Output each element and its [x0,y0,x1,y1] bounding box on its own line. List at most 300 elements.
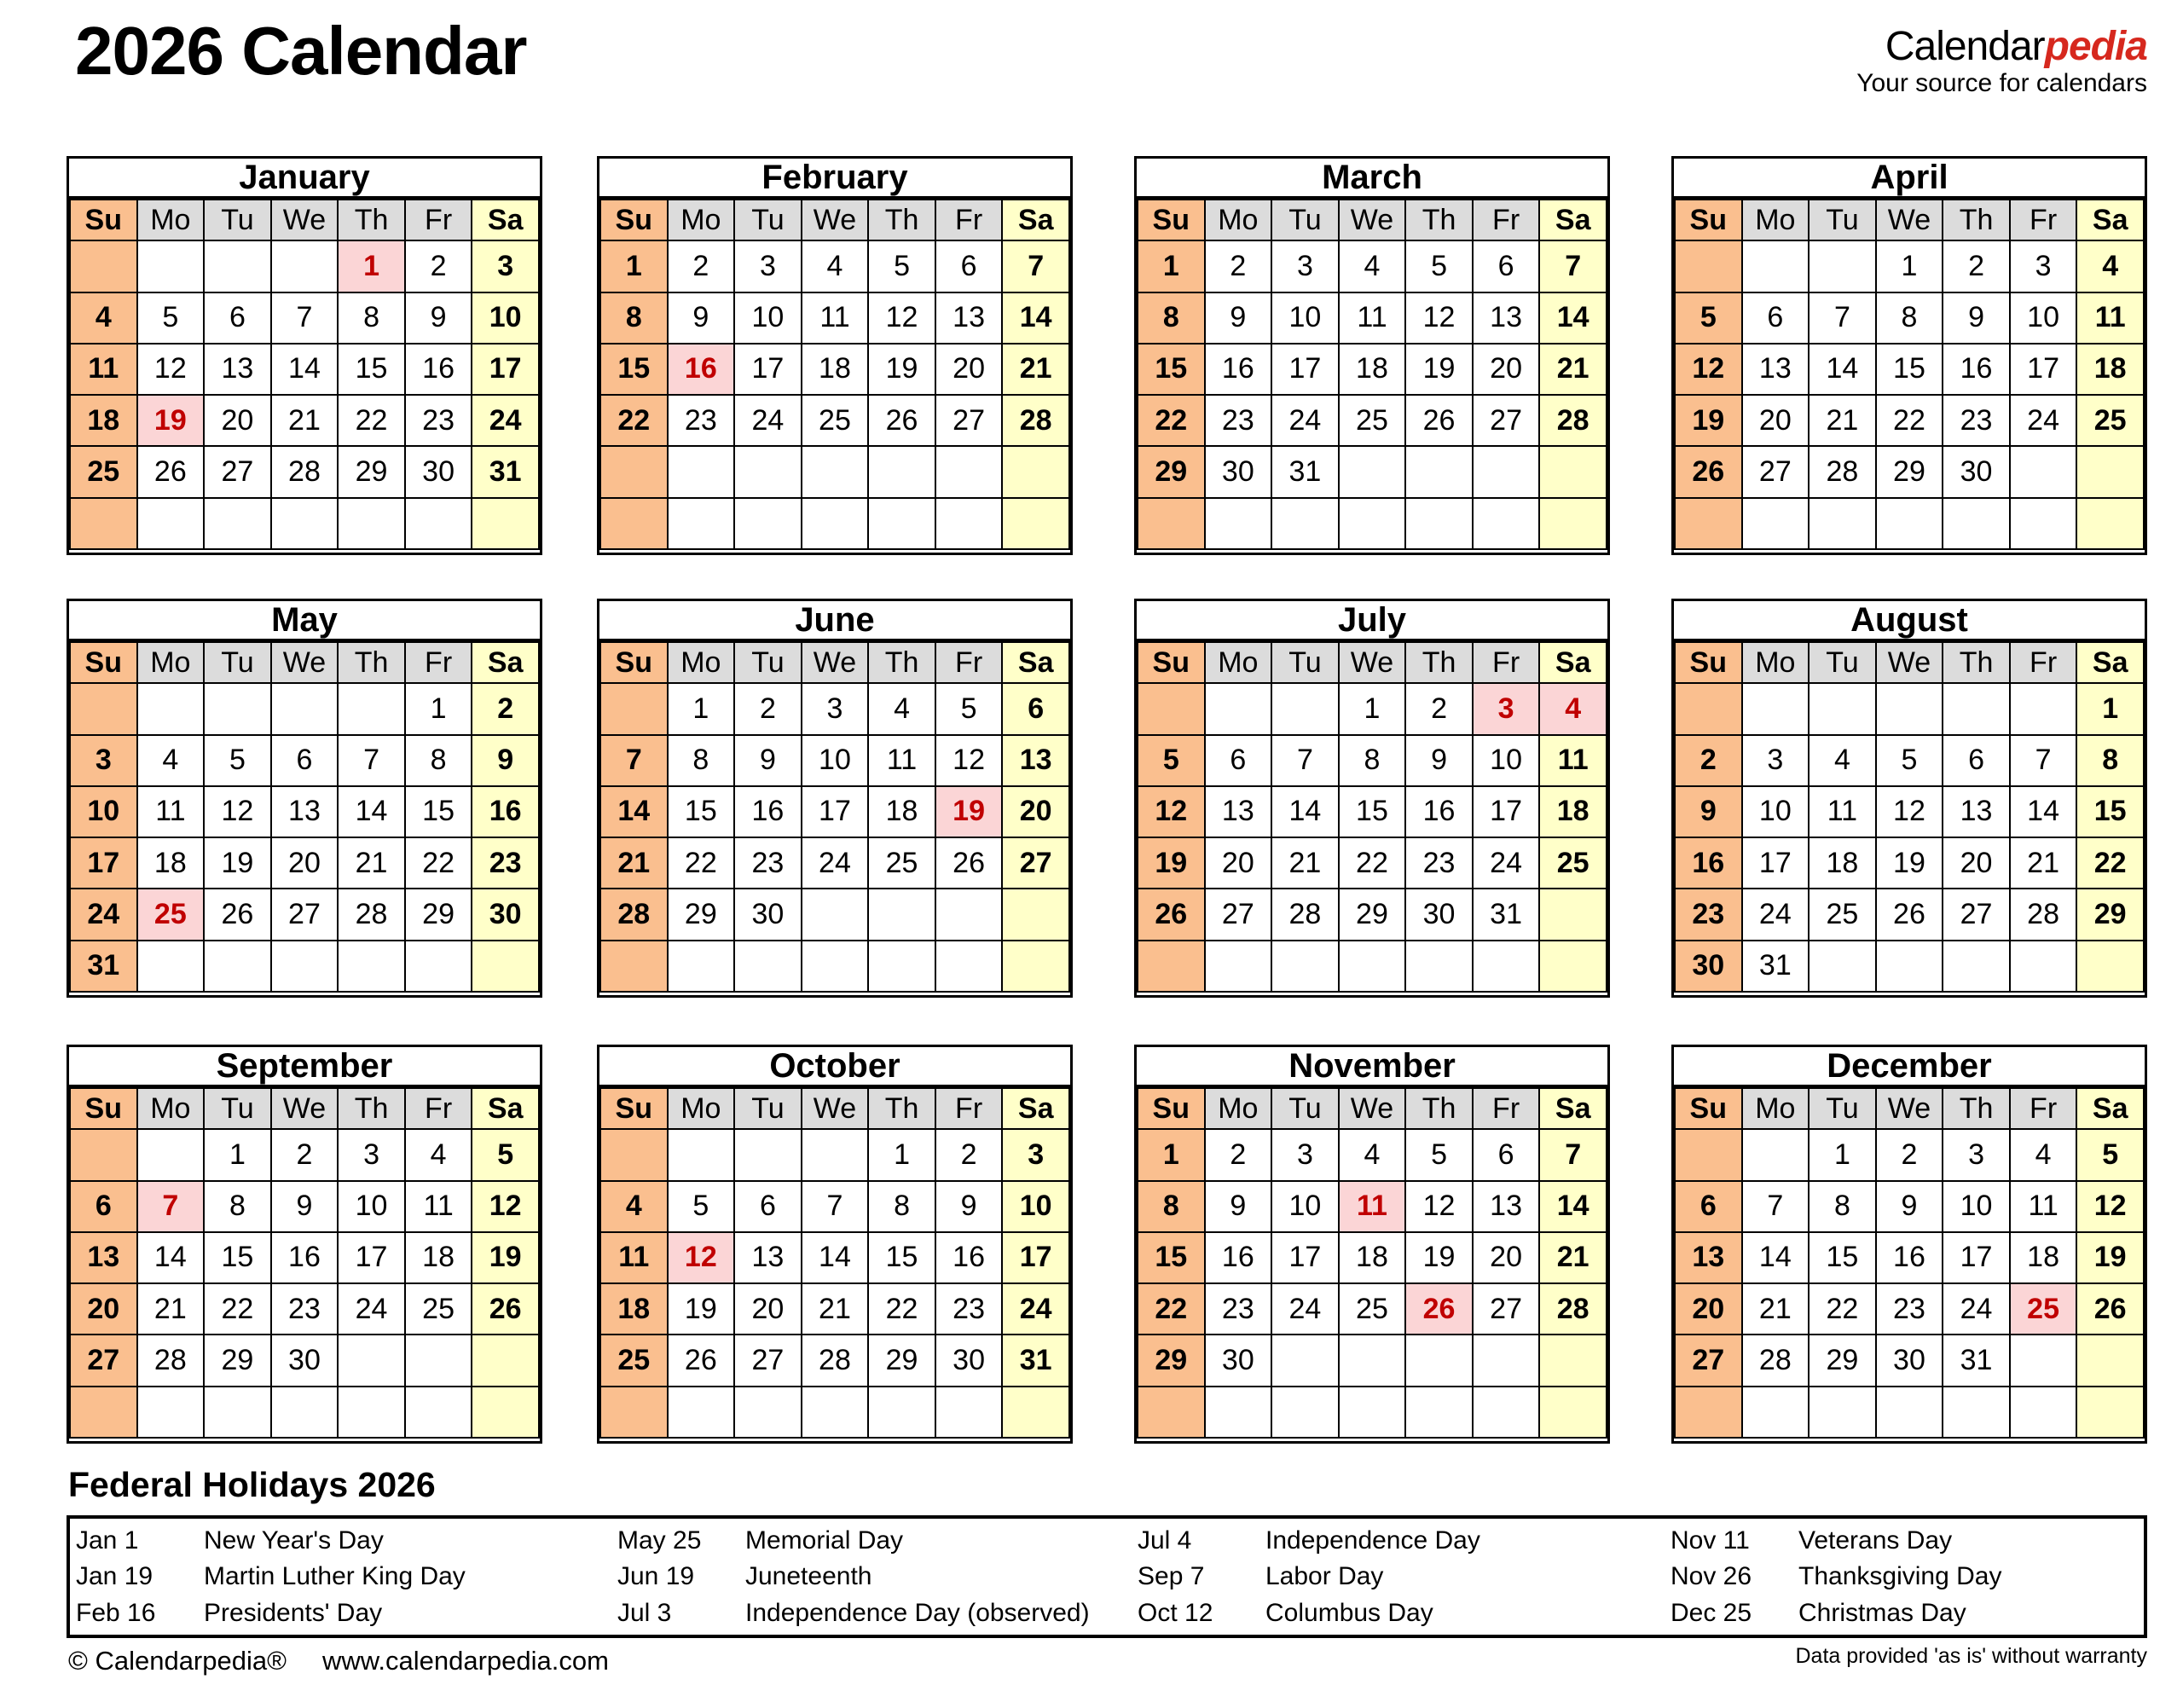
day-cell: 18 [1339,344,1406,395]
day-cell: 9 [1943,292,2010,344]
day-cell: 7 [1002,240,1069,292]
month-title: October [599,1047,1070,1087]
day-cell: 21 [1809,395,1876,446]
day-cell: 17 [802,786,869,837]
day-cell: 8 [1138,292,1205,344]
dow-header-mo: Mo [137,1088,205,1129]
day-cell: 7 [802,1181,869,1232]
calendarpedia-url-link[interactable]: www.calendarpedia.com [321,1646,609,1676]
day-cell-empty [70,1129,137,1180]
day-cell-empty [1809,941,1876,992]
day-cell-empty [1943,498,2010,549]
day-cell-empty [1205,1387,1272,1438]
day-cell: 16 [734,786,802,837]
calendarpedia-logo [1856,26,2147,97]
day-cell: 10 [1473,735,1540,786]
day-cell: 15 [338,344,405,395]
holiday-name: Columbus Day [1265,1598,1433,1627]
day-cell: 14 [802,1232,869,1283]
day-cell-empty [600,498,668,549]
day-cell-empty [1943,683,2010,734]
day-cell: 5 [204,735,271,786]
dow-header-we: We [802,200,869,240]
day-cell-empty [472,1335,539,1386]
day-cell-empty [734,1387,802,1438]
day-cell: 12 [204,786,271,837]
day-cell: 27 [1205,889,1272,940]
day-cell: 8 [1876,292,1943,344]
day-cell: 28 [1742,1335,1810,1386]
dow-header-th: Th [868,642,935,683]
day-cell: 23 [734,837,802,889]
day-cell: 4 [1339,1129,1406,1180]
day-cell: 29 [405,889,472,940]
day-cell: 24 [1002,1283,1069,1335]
month-march [1134,156,1610,555]
day-cell: 7 [1742,1181,1810,1232]
day-cell-empty [338,498,405,549]
month-title: December [1674,1047,2145,1087]
day-cell-empty [1205,498,1272,549]
day-cell: 19 [204,837,271,889]
dow-header-th: Th [868,1088,935,1129]
holiday-date: Jul 4 [1138,1526,1192,1555]
day-cell: 26 [1138,889,1205,940]
day-cell: 9 [472,735,539,786]
month-grid [1674,199,2145,550]
day-cell: 2 [1205,240,1272,292]
day-cell: 10 [1271,292,1339,344]
day-cell: 28 [271,446,339,497]
day-cell: 17 [1943,1232,2010,1283]
day-cell: 12 [1876,786,1943,837]
day-cell-empty [271,683,339,734]
day-cell-empty [1138,498,1205,549]
day-cell: 5 [472,1129,539,1180]
day-cell: 11 [2010,1181,2077,1232]
day-cell: 21 [802,1283,869,1335]
day-cell-empty [338,683,405,734]
day-cell: 23 [1876,1283,1943,1335]
day-cell: 7 [137,1181,205,1232]
day-cell: 23 [668,395,735,446]
dow-header-fr: Fr [2010,1088,2077,1129]
dow-header-th: Th [338,1088,405,1129]
dow-header-fr: Fr [1473,642,1540,683]
dow-header-th: Th [338,200,405,240]
day-cell: 24 [1271,395,1339,446]
day-cell: 26 [1405,395,1473,446]
day-cell: 4 [2076,240,2144,292]
month-december [1671,1045,2147,1444]
day-cell-empty [1473,1387,1540,1438]
month-title: June [599,601,1070,641]
holiday-column-4 [1665,1519,2144,1635]
day-cell-empty [1539,498,1607,549]
day-cell: 26 [668,1335,735,1386]
day-cell: 31 [70,941,137,992]
day-cell: 4 [1809,735,1876,786]
dow-header-we: We [1339,200,1406,240]
day-cell: 14 [1742,1232,1810,1283]
day-cell: 20 [1675,1283,1742,1335]
dow-header-tu: Tu [204,642,271,683]
day-cell: 17 [2010,344,2077,395]
day-cell: 9 [1405,735,1473,786]
day-cell: 1 [204,1129,271,1180]
day-cell: 29 [668,889,735,940]
day-cell-empty [1539,1335,1607,1386]
day-cell: 2 [668,240,735,292]
day-cell: 29 [1339,889,1406,940]
day-cell: 12 [868,292,935,344]
holiday-entry [76,1599,611,1628]
dow-header-we: We [1339,1088,1406,1129]
copyright-text: © Calendarpedia® [68,1646,287,1676]
holiday-date: Oct 12 [1138,1598,1213,1627]
day-cell: 24 [1271,1283,1339,1335]
day-cell-empty [2076,446,2144,497]
day-cell: 12 [2076,1181,2144,1232]
day-cell: 14 [137,1232,205,1283]
day-cell: 22 [1138,1283,1205,1335]
day-cell: 6 [1742,292,1810,344]
day-cell: 6 [1473,240,1540,292]
day-cell-empty [204,498,271,549]
day-cell: 1 [1138,1129,1205,1180]
day-cell-empty [137,941,205,992]
day-cell: 21 [600,837,668,889]
holiday-name: Presidents' Day [204,1598,383,1627]
holiday-column-3 [1132,1519,1665,1635]
day-cell: 8 [668,735,735,786]
day-cell-empty [868,941,935,992]
day-cell-empty [1473,1335,1540,1386]
day-cell-empty [1675,498,1742,549]
dow-header-mo: Mo [1205,200,1272,240]
day-cell: 23 [271,1283,339,1335]
holiday-name: Veterans Day [1798,1526,1953,1555]
day-cell-empty [1742,240,1810,292]
day-cell: 24 [1943,1283,2010,1335]
day-cell: 13 [1742,344,1810,395]
day-cell: 28 [338,889,405,940]
day-cell-empty [338,1335,405,1386]
day-cell: 7 [1271,735,1339,786]
day-cell-empty [137,240,205,292]
day-cell-empty [1339,498,1406,549]
day-cell-empty [802,446,869,497]
day-cell: 10 [1002,1181,1069,1232]
day-cell-empty [1876,498,1943,549]
day-cell-empty [1002,498,1069,549]
dow-header-su: Su [1138,200,1205,240]
day-cell-empty [802,1129,869,1180]
day-cell-empty [1271,1387,1339,1438]
day-cell: 18 [70,395,137,446]
holiday-entry [1138,1599,1665,1628]
day-cell-empty [1809,498,1876,549]
day-cell: 7 [1539,1129,1607,1180]
day-cell-empty [668,498,735,549]
logo-brand [1856,26,2147,68]
dow-header-fr: Fr [405,200,472,240]
dow-header-mo: Mo [137,642,205,683]
day-cell: 1 [1339,683,1406,734]
day-cell-empty [868,1387,935,1438]
holiday-entry [1671,1599,2144,1628]
day-cell: 1 [868,1129,935,1180]
day-cell: 25 [1339,1283,1406,1335]
day-cell: 20 [935,344,1003,395]
day-cell: 30 [405,446,472,497]
day-cell: 22 [338,395,405,446]
holiday-date: May 25 [617,1526,702,1555]
day-cell-empty [1742,498,1810,549]
day-cell: 24 [70,889,137,940]
month-grid [1674,641,2145,993]
day-cell: 28 [1539,1283,1607,1335]
day-cell: 2 [1405,683,1473,734]
month-title: November [1137,1047,1607,1087]
dow-header-su: Su [1675,200,1742,240]
day-cell: 29 [1876,446,1943,497]
logo-tagline: Your source for calendars [1856,69,2147,98]
day-cell: 13 [1473,1181,1540,1232]
day-cell: 14 [1271,786,1339,837]
holiday-date: Nov 26 [1671,1562,1752,1590]
day-cell: 11 [1339,1181,1406,1232]
dow-header-sa: Sa [2076,1088,2144,1129]
day-cell: 24 [1473,837,1540,889]
day-cell: 16 [1405,786,1473,837]
day-cell-empty [405,1335,472,1386]
day-cell: 31 [1271,446,1339,497]
day-cell: 13 [204,344,271,395]
holiday-name: New Year's Day [204,1526,384,1555]
day-cell: 15 [204,1232,271,1283]
day-cell: 10 [70,786,137,837]
dow-header-su: Su [70,642,137,683]
dow-header-mo: Mo [1205,1088,1272,1129]
day-cell: 25 [137,889,205,940]
dow-header-fr: Fr [1473,1088,1540,1129]
day-cell: 3 [70,735,137,786]
day-cell: 15 [1138,344,1205,395]
day-cell: 17 [1473,786,1540,837]
day-cell: 25 [2076,395,2144,446]
dow-header-th: Th [1943,200,2010,240]
day-cell-empty [2010,446,2077,497]
day-cell: 31 [1473,889,1540,940]
day-cell-empty [1339,446,1406,497]
day-cell-empty [600,446,668,497]
day-cell: 22 [1876,395,1943,446]
day-cell: 21 [137,1283,205,1335]
dow-header-fr: Fr [405,642,472,683]
month-grid [1674,1087,2145,1439]
holiday-date: Jan 19 [76,1562,153,1590]
day-cell: 3 [472,240,539,292]
day-cell-empty [1539,889,1607,940]
dow-header-tu: Tu [1809,1088,1876,1129]
day-cell: 29 [1138,1335,1205,1386]
month-title: July [1137,601,1607,641]
day-cell: 16 [935,1232,1003,1283]
day-cell: 21 [1002,344,1069,395]
day-cell: 15 [600,344,668,395]
day-cell: 26 [2076,1283,2144,1335]
day-cell: 29 [868,1335,935,1386]
day-cell: 25 [2010,1283,2077,1335]
holiday-entry [76,1526,611,1555]
day-cell-empty [2076,498,2144,549]
day-cell: 6 [1205,735,1272,786]
day-cell: 1 [1876,240,1943,292]
holiday-name: Labor Day [1265,1562,1384,1590]
day-cell: 30 [472,889,539,940]
day-cell-empty [271,498,339,549]
federal-holidays-title: Federal Holidays 2026 [68,1465,436,1504]
holiday-date: Jul 3 [617,1598,672,1627]
dow-header-su: Su [1675,642,1742,683]
day-cell: 4 [70,292,137,344]
dow-header-su: Su [600,642,668,683]
dow-header-mo: Mo [1742,200,1810,240]
day-cell-empty [338,1387,405,1438]
day-cell: 18 [405,1232,472,1283]
day-cell: 12 [1405,1181,1473,1232]
dow-header-we: We [271,1088,339,1129]
day-cell: 14 [338,786,405,837]
day-cell-empty [1405,498,1473,549]
holiday-name: Thanksgiving Day [1798,1562,2002,1590]
day-cell: 11 [70,344,137,395]
holiday-entry [76,1562,611,1591]
day-cell: 6 [70,1181,137,1232]
day-cell-empty [1539,941,1607,992]
day-cell: 12 [1138,786,1205,837]
day-cell: 9 [668,292,735,344]
day-cell-empty [2010,683,2077,734]
day-cell: 3 [338,1129,405,1180]
day-cell: 6 [734,1181,802,1232]
day-cell: 26 [868,395,935,446]
holiday-entry [1671,1562,2144,1591]
dow-header-we: We [271,200,339,240]
day-cell: 17 [472,344,539,395]
day-cell: 19 [1138,837,1205,889]
day-cell: 8 [1339,735,1406,786]
day-cell: 5 [868,240,935,292]
day-cell: 22 [868,1283,935,1335]
holiday-date: Jun 19 [617,1562,695,1590]
day-cell: 16 [1876,1232,1943,1283]
day-cell: 18 [2076,344,2144,395]
day-cell: 7 [271,292,339,344]
dow-header-th: Th [1943,1088,2010,1129]
day-cell-empty [137,1387,205,1438]
dow-header-fr: Fr [935,1088,1003,1129]
day-cell: 14 [1809,344,1876,395]
day-cell: 27 [1473,1283,1540,1335]
day-cell: 19 [1876,837,1943,889]
day-cell-empty [70,240,137,292]
day-cell: 20 [271,837,339,889]
day-cell: 17 [1742,837,1810,889]
day-cell: 1 [668,683,735,734]
day-cell: 3 [1742,735,1810,786]
day-cell: 5 [1675,292,1742,344]
day-cell: 30 [1943,446,2010,497]
day-cell: 27 [1742,446,1810,497]
day-cell: 30 [734,889,802,940]
day-cell: 4 [137,735,205,786]
day-cell: 23 [1205,1283,1272,1335]
holiday-entry [1138,1526,1665,1555]
federal-holidays-table [67,1515,2147,1638]
day-cell: 30 [1675,941,1742,992]
day-cell-empty [1271,683,1339,734]
day-cell: 16 [1205,1232,1272,1283]
day-cell: 8 [338,292,405,344]
day-cell-empty [1809,683,1876,734]
day-cell: 4 [1339,240,1406,292]
day-cell: 6 [1002,683,1069,734]
month-may [67,599,542,998]
day-cell: 10 [734,292,802,344]
day-cell: 4 [600,1181,668,1232]
day-cell: 16 [1205,344,1272,395]
day-cell: 2 [935,1129,1003,1180]
day-cell-empty [472,941,539,992]
dow-header-tu: Tu [1809,642,1876,683]
dow-header-tu: Tu [1271,200,1339,240]
day-cell: 30 [1405,889,1473,940]
day-cell: 2 [271,1129,339,1180]
day-cell-empty [600,683,668,734]
day-cell: 1 [1809,1129,1876,1180]
day-cell: 20 [1943,837,2010,889]
month-grid [599,641,1070,993]
day-cell: 3 [2010,240,2077,292]
day-cell: 19 [1675,395,1742,446]
day-cell: 11 [600,1232,668,1283]
day-cell: 19 [472,1232,539,1283]
day-cell: 8 [204,1181,271,1232]
holiday-date: Nov 11 [1671,1526,1750,1555]
day-cell: 14 [1002,292,1069,344]
day-cell-empty [1809,240,1876,292]
day-cell: 26 [935,837,1003,889]
dow-header-th: Th [1405,200,1473,240]
day-cell: 9 [271,1181,339,1232]
holiday-name: Independence Day [1265,1526,1480,1555]
day-cell-empty [1473,498,1540,549]
day-cell-empty [204,1387,271,1438]
day-cell-empty [1002,889,1069,940]
day-cell: 10 [1271,1181,1339,1232]
holiday-entry [617,1599,1132,1628]
day-cell-empty [668,941,735,992]
day-cell: 15 [1809,1232,1876,1283]
day-cell-empty [472,1387,539,1438]
holiday-name: Independence Day (observed) [745,1598,1090,1627]
day-cell-empty [1675,683,1742,734]
day-cell-empty [1876,1387,1943,1438]
holiday-name: Juneteenth [745,1562,872,1590]
day-cell: 5 [935,683,1003,734]
